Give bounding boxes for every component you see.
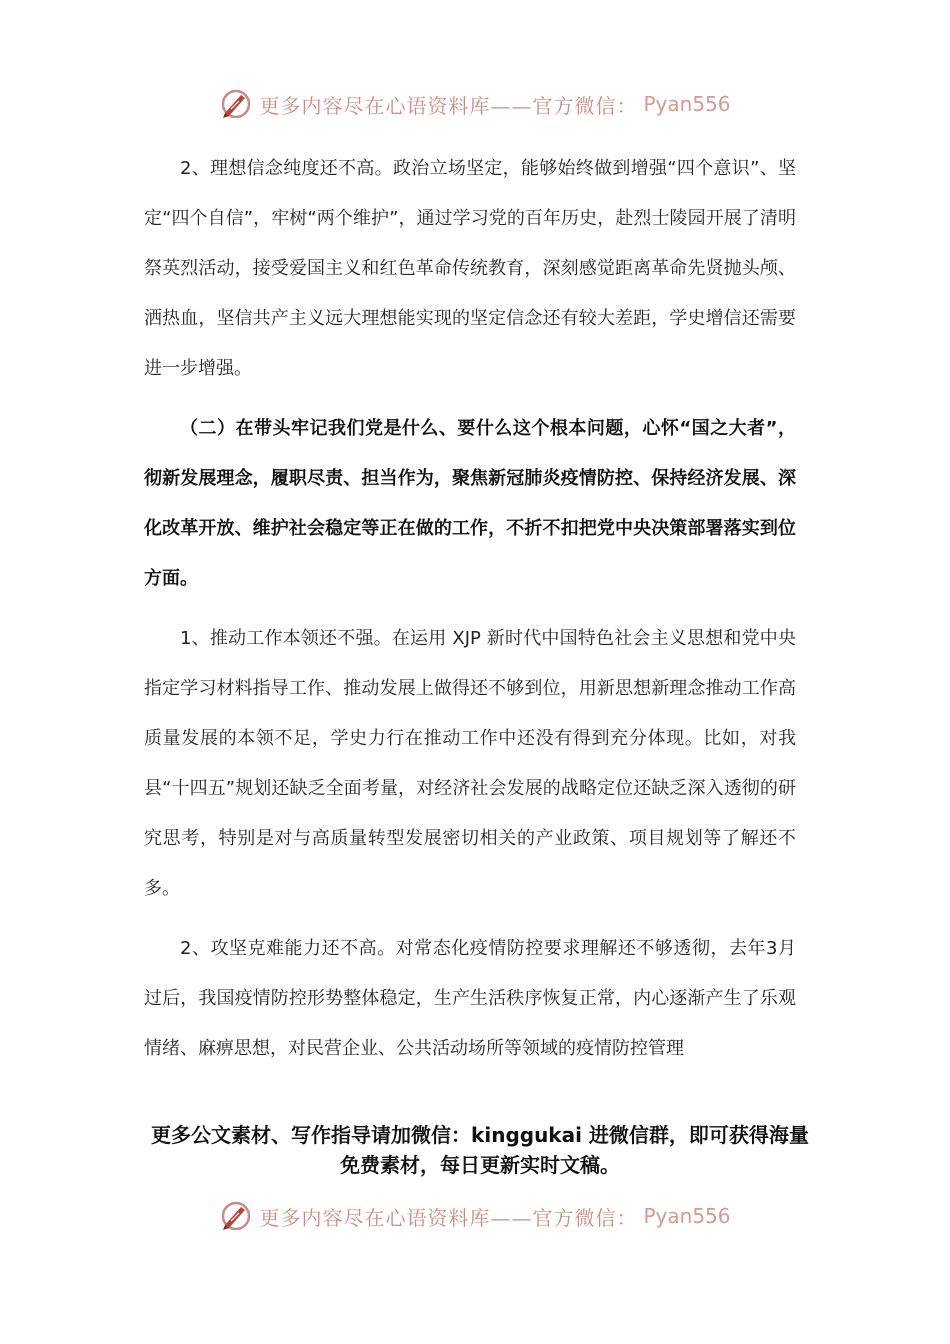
pen-circle-logo-icon — [219, 1199, 253, 1233]
section-heading-two: （二）在带头牢记我们党是什么、要什么这个根本问题，心怀“国之大者”，彻新发展理念，履职尽责、担当作为，聚焦新冠肺炎疫情防控、保持经济发展、深化改革开放、维护社会稳定等正在做的工作，不折不扣把党中央决策部署落实到位方面。 — [144, 418, 796, 589]
paragraph-work-ability: 1、推动工作本领还不强。在运用 XJP 新时代中国特色社会主义思想和党中央指定学习材料指导工作、推动发展上做得还不够到位，用新思想新理念推动工作高质量发展的本领不足，学史力行在推动工作中还没有得到充分体现。比如，对我县“十四五”规划还缺乏全面考量，对经济社会发展的战略定位还缺乏深入透彻的研究思考，特别是对与高质量转型发展密切相关的产业政策、项目规划等了解还不多。 — [144, 628, 796, 899]
paragraph-tackling-difficulties: 2、攻坚克难能力还不高。对常态化疫情防控要求理解还不够透彻，去年3月过后，我国疫情防控形势整体稳定，生产生活秩序恢复正常，内心逐渐产生了乐观情绪、麻痹思想，对民营企业、公共活动场所等领域的疫情防控管理 — [144, 938, 796, 1059]
watermark-wechat-id: Pyan556 — [643, 1204, 731, 1228]
footer-promo-note: 更多公文素材、写作指导请加微信：kinggukai 进微信群，即可获得海量免费素材，每日更新实时文稿。 — [151, 1123, 809, 1177]
watermark-wechat-id: Pyan556 — [643, 92, 731, 116]
watermark-text: 更多内容尽在心语资料库——官方微信： — [259, 1205, 638, 1230]
watermark-text: 更多内容尽在心语资料库——官方微信： — [259, 93, 638, 118]
document-body — [144, 144, 796, 1074]
pen-circle-logo-icon — [219, 87, 253, 121]
paragraph-ideal-belief: 2、理想信念纯度还不高。政治立场坚定，能够始终做到增强“四个意识”、坚定“四个自信”，牢树“两个维护”，通过学习党的百年历史，赴烈士陵园开展了清明祭英烈活动，接受爱国主义和红色革命传统教育，深刻感觉距离革命先贤抛头颅、洒热血，坚信共产主义远大理想能实现的坚定信念还有较大差距，学史增信还需要进一步增强。 — [144, 158, 796, 379]
header-watermark — [0, 84, 950, 124]
footer-watermark — [0, 1196, 950, 1236]
